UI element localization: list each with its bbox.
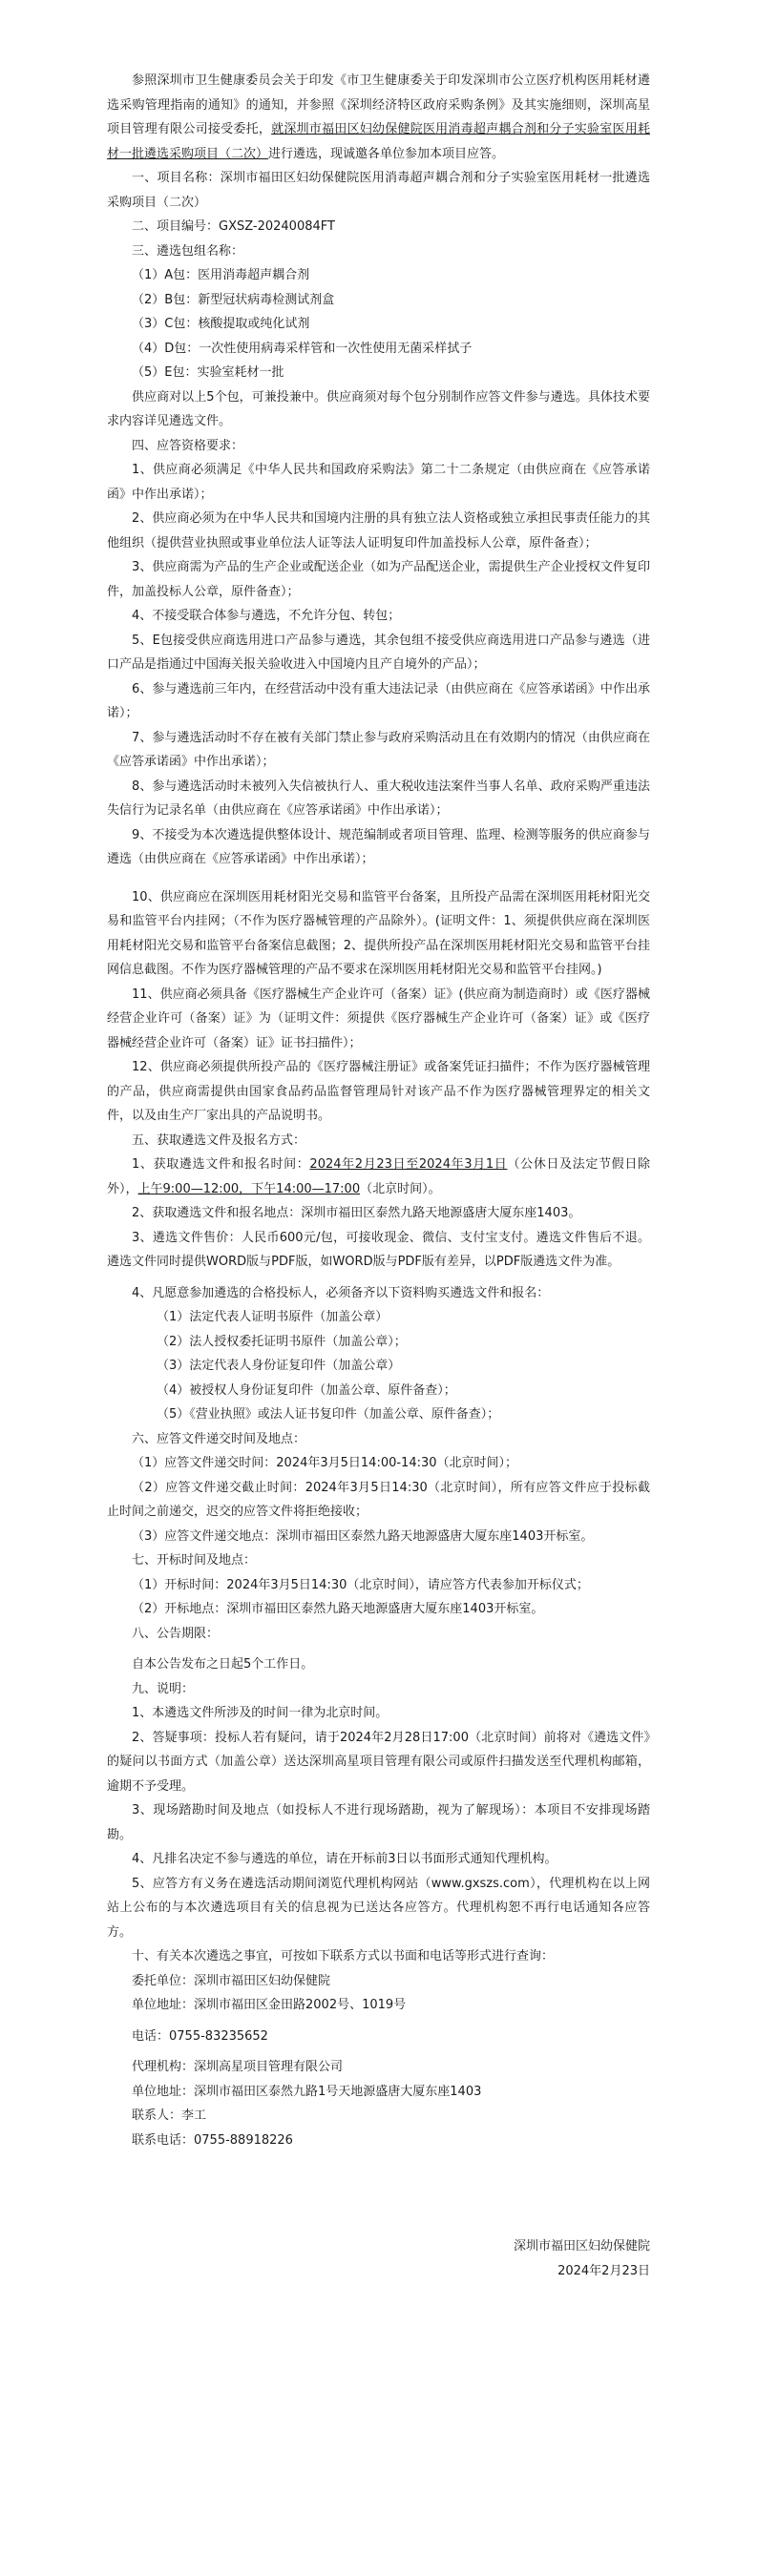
project-name-underlined: 就深圳市福田区妇幼保健院医用消毒超声耦合剂和分子实验室医用耗材一批遴选采购项目（二次） (107, 122, 650, 161)
qualification-item: 11、供应商必须具备《医疗器械生产企业许可（备案）证》(供应商为制造商时）或《医疗器械经营企业许可（备案）证》为（证明文件：须提供《医疗器械生产企业许可（备案）证》或《医疗器械经营企业许可（备案）证》证书扫描件）； (107, 987, 650, 1050)
obtain-time-note: （公休日及法定节假日除外）， (107, 1157, 650, 1196)
note-item: 3、现场踏勘时间及地点（如投标人不进行现场踏勘，视为了解现场）：本项目不安排现场踏勘。 (107, 1803, 650, 1842)
contact-line: 单位地址：深圳市福田区金田路2002号、1019号 (132, 1998, 407, 2012)
package-item: （4）D包：一次性使用病毒采样管和一次性使用无菌采样拭子 (132, 341, 473, 356)
project-name-line: 一、项目名称：深圳市福田区妇幼保健院医用消毒超声耦合剂和分子实验室医用耗材一批遴选采购项目（二次） (107, 171, 650, 210)
qualification-item: 8、参与遴选活动时未被列入失信被执行人、重大税收违法案件当事人名单、政府采购严重违法失信行为记录名单（由供应商在《应答承诺函》中作出承诺）； (107, 779, 650, 818)
note-item: 2、答疑事项：投标人若有疑问，请于2024年2月28日17:00（北京时间）前将对《遴选文件》的疑问以书面方式（加盖公章）送达深圳高星项目管理有限公司或原件扫描发送至代理机构邮箱，逾期不予受理。 (107, 1730, 650, 1794)
qualification-item: 3、供应商需为产品的生产企业或配送企业（如为产品配送企业，需提供生产企业授权文件复印件，加盖投标人公章，原件备查）； (107, 560, 650, 599)
note-item: 1、本遴选文件所涉及的时间一律为北京时间。 (132, 1706, 389, 1720)
intro-text-2: 进行遴选，现诚邀各单位参加本项目应答。 (268, 146, 505, 161)
qualification-item: 6、参与遴选前三年内，在经营活动中没有重大违法记录（由供应商在《应答承诺函》中作出承诺）； (107, 681, 650, 720)
qualification-item: 9、不接受为本次遴选提供整体设计、规范编制或者项目管理、监理、检测等服务的供应商参与遴选（由供应商在《应答承诺函》中作出承诺）； (107, 827, 650, 866)
contact-line: 联系电话：0755-88918226 (132, 2132, 293, 2148)
obtain-office-hours: 上午9:00—12:00，下午14:00—17:00 (137, 1181, 361, 1196)
submission-item: （1）应答文件递交时间：2024年3月5日14:00-14:30（北京时间）； (132, 1456, 518, 1470)
notice-period-title: 八、公告期限： (132, 1626, 220, 1641)
package-note: 供应商对以上5个包，可兼投兼中。供应商须对每个包分别制作应答文件参与遴选。具体技术要求内容详见遴选文件。 (107, 389, 650, 428)
obtain-date-range: 2024年2月23日至2024年3月1日 (309, 1157, 508, 1172)
contact-line: 电话：0755-83235652 (132, 2028, 268, 2044)
obtain-time-suffix: （北京时间）。 (360, 1181, 441, 1196)
opening-item: （2）开标地点：深圳市福田区泰然九路天地源盛唐大厦东座1403开标室。 (132, 1602, 544, 1616)
contact-line: 代理机构：深圳高星项目管理有限公司 (132, 2060, 344, 2074)
obtain-time-label: 1、获取遴选文件和报名时间： (132, 1157, 310, 1172)
package-item: （5）E包：实验室耗材一批 (132, 365, 284, 380)
required-material-item: （1）法定代表人证明书原件（加盖公章） (157, 1310, 389, 1324)
required-materials-title: 4、凡愿意参加遴选的合格投标人，必须备齐以下资料购买遴选文件和报名： (132, 1285, 550, 1300)
qualification-section-title: 四、应答资格要求： (132, 438, 244, 453)
signature-date: 2024年2月23日 (557, 2263, 650, 2278)
package-section-title: 三、遴选包组名称： (132, 243, 244, 259)
qualification-item: 4、不接受联合体参与遴选，不允许分包、转包； (132, 609, 401, 623)
obtain-location-line: 2、获取遴选文件和报名地点：深圳市福田区泰然九路天地源盛唐大厦东座1403。 (132, 1206, 581, 1220)
obtain-time-line (107, 1153, 650, 1201)
required-material-item: （5）《营业执照》或法人证书复印件（加盖公章、原件备查）； (157, 1407, 500, 1422)
intro-paragraph (107, 69, 650, 166)
submission-section-title: 六、应答文件递交时间及地点： (132, 1431, 306, 1446)
submission-item: （2）应答文件递交截止时间：2024年3月5日14:30（北京时间），所有应答文件应于投标截止时间之前递交，迟交的应答文件将拒绝接收； (107, 1480, 650, 1519)
qualification-item: 10、供应商应在深圳医用耗材阳光交易和监管平台备案，且所投产品需在深圳医用耗材阳光交易和监管平台内挂网；（不作为医疗器械管理的产品除外）。(证明文件：1、须提供供应商在深圳医用耗材阳光交易和监管平台备案信息截图；2、提供所投产品在深圳医用耗材阳光交易和监管平台挂网信息截图。不作为医疗器械管理的产品不要求在深圳医用耗材阳光交易和监管平台挂网。) (107, 889, 650, 977)
obtain-docs-section-title: 五、获取遴选文件及报名方式： (132, 1132, 306, 1148)
contact-line: 委托单位：深圳市福田区妇幼保健院 (132, 1973, 331, 1988)
package-item: （2）B包：新型冠状病毒检测试剂盒 (132, 292, 335, 307)
qualification-item: 2、供应商必须为在中华人民共和国境内注册的具有独立法人资格或独立承担民事责任能力的其他组织（提供营业执照或事业单位法人证等法人证明复印件加盖投标人公章，原件备查）； (107, 511, 650, 551)
project-number-line: 二、项目编号：GXSZ-20240084FT (132, 219, 335, 234)
qualification-item: 5、E包接受供应商选用进口产品参与遴选，其余包组不接受供应商选用进口产品参与遴选（进口产品是指通过中国海关报关验收进入中国境内且产自境外的产品）； (107, 633, 650, 672)
intro-text-1: 参照深圳市卫生健康委员会关于印发《市卫生健康委关于印发深圳市公立医疗机构医用耗材遴选采购管理指南的通知》的通知，并参照《深圳经济特区政府采购条例》及其实施细则，深圳高星项目管理有限公司接受委托， (107, 73, 650, 136)
qualification-item: 1、供应商必须满足《中华人民共和国政府采购法》第二十二条规定（由供应商在《应答承诺函》中作出承诺）； (107, 463, 650, 502)
price-line: 3、遴选文件售价：人民币600元/包，可接收现金、微信、支付宝支付。遴选文件售后不退。遴选文件同时提供WORD版与PDF版，如WORD版与PDF版有差异，以PDF版遴选文件为准。 (107, 1230, 650, 1269)
qualification-item: 12、供应商必须提供所投产品的《医疗器械注册证》或备案凭证扫描件；不作为医疗器械管理的产品，供应商需提供由国家食品药品监督管理局针对该产品不作为医疗器械管理界定的相关文件，以及由生产厂家出具的产品说明书。 (107, 1060, 650, 1123)
notes-section-title: 九、说明： (132, 1681, 195, 1696)
note-item: 4、凡排名决定不参与遴选的单位，请在开标前3日以书面形式通知代理机构。 (132, 1852, 557, 1866)
required-material-item: （4）被授权人身份证复印件（加盖公章、原件备查）； (157, 1382, 456, 1398)
contact-line: 联系人：李工 (132, 2109, 207, 2123)
note-item: 5、应答方有义务在遴选活动期间浏览代理机构网站（www.gxszs.com），代理机构在以上网站上公布的与本次遴选项目有关的信息视为已送达各应答方。代理机构恕不再行电话通知各应答方。 (107, 1876, 650, 1940)
qualification-item: 7、参与遴选活动时不存在被有关部门禁止参与政府采购活动且在有效期内的情况（由供应商在《应答承诺函》中作出承诺）； (107, 730, 650, 769)
required-material-item: （3）法定代表人身份证复印件（加盖公章） (157, 1359, 401, 1373)
package-item: （1）A包：医用消毒超声耦合剂 (132, 268, 310, 282)
opening-item: （1）开标时间：2024年3月5日14:30（北京时间），请应答方代表参加开标仪式； (132, 1577, 589, 1592)
required-material-item: （2）法人授权委托证明书原件（加盖公章）； (157, 1334, 407, 1349)
opening-section-title: 七、开标时间及地点： (132, 1553, 257, 1568)
notice-period-body: 自本公告发布之日起5个工作日。 (132, 1657, 314, 1672)
submission-item: （3）应答文件递交地点：深圳市福田区泰然九路天地源盛唐大厦东座1403开标室。 (132, 1528, 594, 1544)
contact-line: 单位地址：深圳市福田区泰然九路1号天地源盛唐大厦东座1403 (132, 2084, 482, 2099)
contact-section-title: 十、有关本次遴选之事宜，可按如下联系方式以书面和电话等形式进行查询： (132, 1949, 555, 1963)
signature-org: 深圳市福田区妇幼保健院 (513, 2239, 650, 2254)
package-item: （3）C包：核酸提取或纯化试剂 (132, 317, 310, 331)
